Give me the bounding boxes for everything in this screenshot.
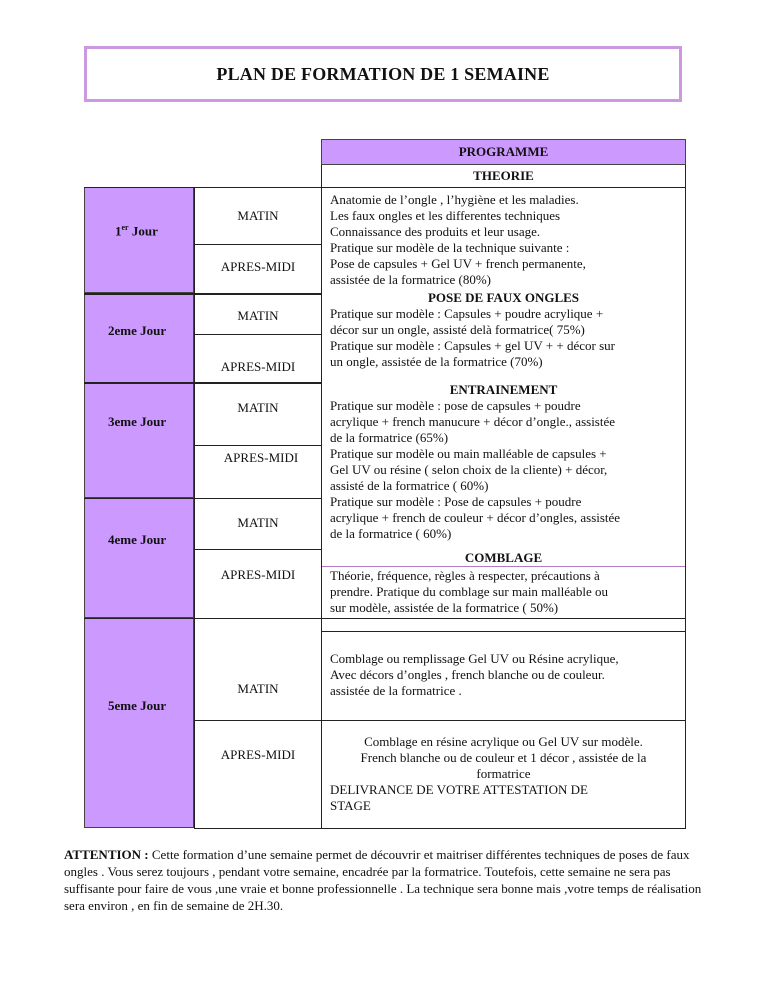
- grid-line: [194, 445, 321, 446]
- slot-label-day3-matin: MATIN: [237, 400, 279, 415]
- grid-line: [194, 720, 686, 721]
- slot-label-day1-matin: MATIN: [237, 208, 279, 223]
- day-label-4: 4eme Jour: [108, 532, 167, 547]
- slot-label-day2-apres-midi: APRES-MIDI: [220, 359, 296, 374]
- program-line: formatrice: [476, 766, 531, 781]
- program-line: assistée de la formatrice .: [330, 683, 462, 698]
- slot-label-day1-apres-midi: APRES-MIDI: [220, 259, 296, 274]
- program-line: Avec décors d’ongles , french blanche ou de couleur.: [330, 667, 605, 682]
- program-line: Comblage ou remplissage Gel UV ou Résine acrylique,: [330, 651, 619, 666]
- program-line: Connaissance des produits et leur usage.: [330, 224, 541, 239]
- program-line: Pratique sur modèle de la technique suivante :: [330, 240, 570, 255]
- program-line: de la formatrice ( 60%): [330, 526, 452, 541]
- program-line: Les faux ongles et les differentes techniques: [330, 208, 561, 223]
- grid-line: [194, 244, 321, 245]
- grid-line: [685, 165, 686, 828]
- grid-line: [84, 382, 321, 384]
- day-label-1: 1er Jour: [115, 223, 158, 239]
- program-line: Anatomie de l’ongle , l’hygiène et les maladies.: [330, 192, 579, 207]
- attention-paragraph: [64, 846, 704, 914]
- section-pose-heading: POSE DE FAUX ONGLES: [427, 290, 580, 305]
- grid-line: [84, 293, 321, 295]
- programme-label: PROGRAMME: [458, 144, 549, 159]
- grid-line: [194, 828, 686, 829]
- program-line: acrylique + french de couleur + décor d’ongles, assistée: [330, 510, 621, 525]
- grid-line: [321, 165, 322, 828]
- program-line: Pratique sur modèle : Pose de capsules + poudre: [330, 494, 582, 509]
- theorie-label: THEORIE: [473, 168, 534, 183]
- program-line: Gel UV ou résine ( selon choix de la cliente) + décor,: [330, 462, 608, 477]
- program-line: sur modèle, assistée de la formatrice ( 50%): [330, 600, 559, 615]
- program-line: DELIVRANCE DE VOTRE ATTESTATION DE: [330, 782, 588, 797]
- slot-label-day5-matin: MATIN: [237, 681, 279, 696]
- program-line: prendre. Pratique du comblage sur main malléable ou: [330, 584, 608, 599]
- slot-label-day3-apres-midi: APRES-MIDI: [223, 450, 299, 465]
- day-block-3: [84, 383, 194, 498]
- program-line: STAGE: [330, 798, 371, 813]
- program-line: de la formatrice (65%): [330, 430, 449, 445]
- program-line: Pratique sur modèle : pose de capsules + poudre: [330, 398, 581, 413]
- grid-line: [194, 549, 321, 550]
- program-line: Comblage en résine acrylique ou Gel UV sur modèle.: [364, 734, 643, 749]
- program-line: Pratique sur modèle ou main malléable de capsules +: [330, 446, 607, 461]
- slot-label-day2-matin: MATIN: [237, 308, 279, 323]
- day-label-3: 3eme Jour: [108, 414, 167, 429]
- attention-text: Cette formation d’une semaine permet de découvrir et maitriser différentes techniques de poses de faux ongles . Vous serez toujours , pendant votre semaine, encadrée par la formatrice. Toutefois, cette semaine ne sera pas suffisante pour faire de vous ,une vraie et bonne professionnelle . La technique sera bonne mais ,votre temps de réalisation sera environ , en fin de semaine de 2H.30.: [64, 847, 702, 913]
- program-line: Pose de capsules + Gel UV + french permanente,: [330, 256, 586, 271]
- grid-line: [194, 334, 321, 335]
- entrainement-block: [330, 398, 620, 542]
- day-block-1: [84, 187, 194, 293]
- program-line: acrylique + french manucure + décor d’ongle., assistée: [330, 414, 616, 429]
- day-block-5: [84, 618, 194, 828]
- program-line: un ongle, assistée de la formatrice (70%): [330, 354, 543, 369]
- section-entrainement-heading: ENTRAINEMENT: [449, 382, 558, 397]
- program-line: Pratique sur modèle : Capsules + gel UV + + décor sur: [330, 338, 615, 353]
- day-label-5: 5eme Jour: [108, 698, 167, 713]
- program-line: Pratique sur modèle : Capsules + poudre acrylique +: [330, 306, 604, 321]
- page-title: PLAN DE FORMATION DE 1 SEMAINE: [216, 63, 550, 84]
- programme-header: [321, 139, 686, 165]
- slot-label-day5-apres-midi: APRES-MIDI: [220, 747, 296, 762]
- pose-block: [330, 306, 615, 370]
- comblage-rule: [322, 566, 685, 567]
- comblage-block: [330, 568, 608, 616]
- day-label-2: 2eme Jour: [108, 323, 167, 338]
- day5-matin-block: [330, 651, 619, 699]
- program-line: French blanche ou de couleur et 1 décor , assistée de la: [360, 750, 647, 765]
- program-line: Théorie, fréquence, règles à respecter, précautions à: [330, 568, 600, 583]
- theorie-header: [321, 165, 686, 187]
- grid-line: [194, 187, 195, 828]
- grid-line: [84, 187, 686, 188]
- day-block-4: [84, 498, 194, 618]
- page-title-box: [84, 46, 682, 102]
- program-line: assistée de la formatrice (80%): [330, 272, 491, 287]
- attention-label: ATTENTION :: [64, 847, 149, 862]
- attestation-block: [330, 782, 588, 814]
- slot-label-day4-matin: MATIN: [237, 515, 279, 530]
- grid-line: [84, 498, 321, 499]
- slot-label-day4-apres-midi: APRES-MIDI: [220, 567, 296, 582]
- theory-block: [330, 192, 586, 288]
- program-line: décor sur un ongle, assisté delà formatrice( 75%): [330, 322, 585, 337]
- program-line: assisté de la formatrice ( 60%): [330, 478, 489, 493]
- day5-apres-midi-block: [321, 734, 686, 782]
- section-comblage-heading: COMBLAGE: [464, 550, 543, 565]
- grid-line: [84, 618, 686, 619]
- grid-line: [321, 631, 686, 632]
